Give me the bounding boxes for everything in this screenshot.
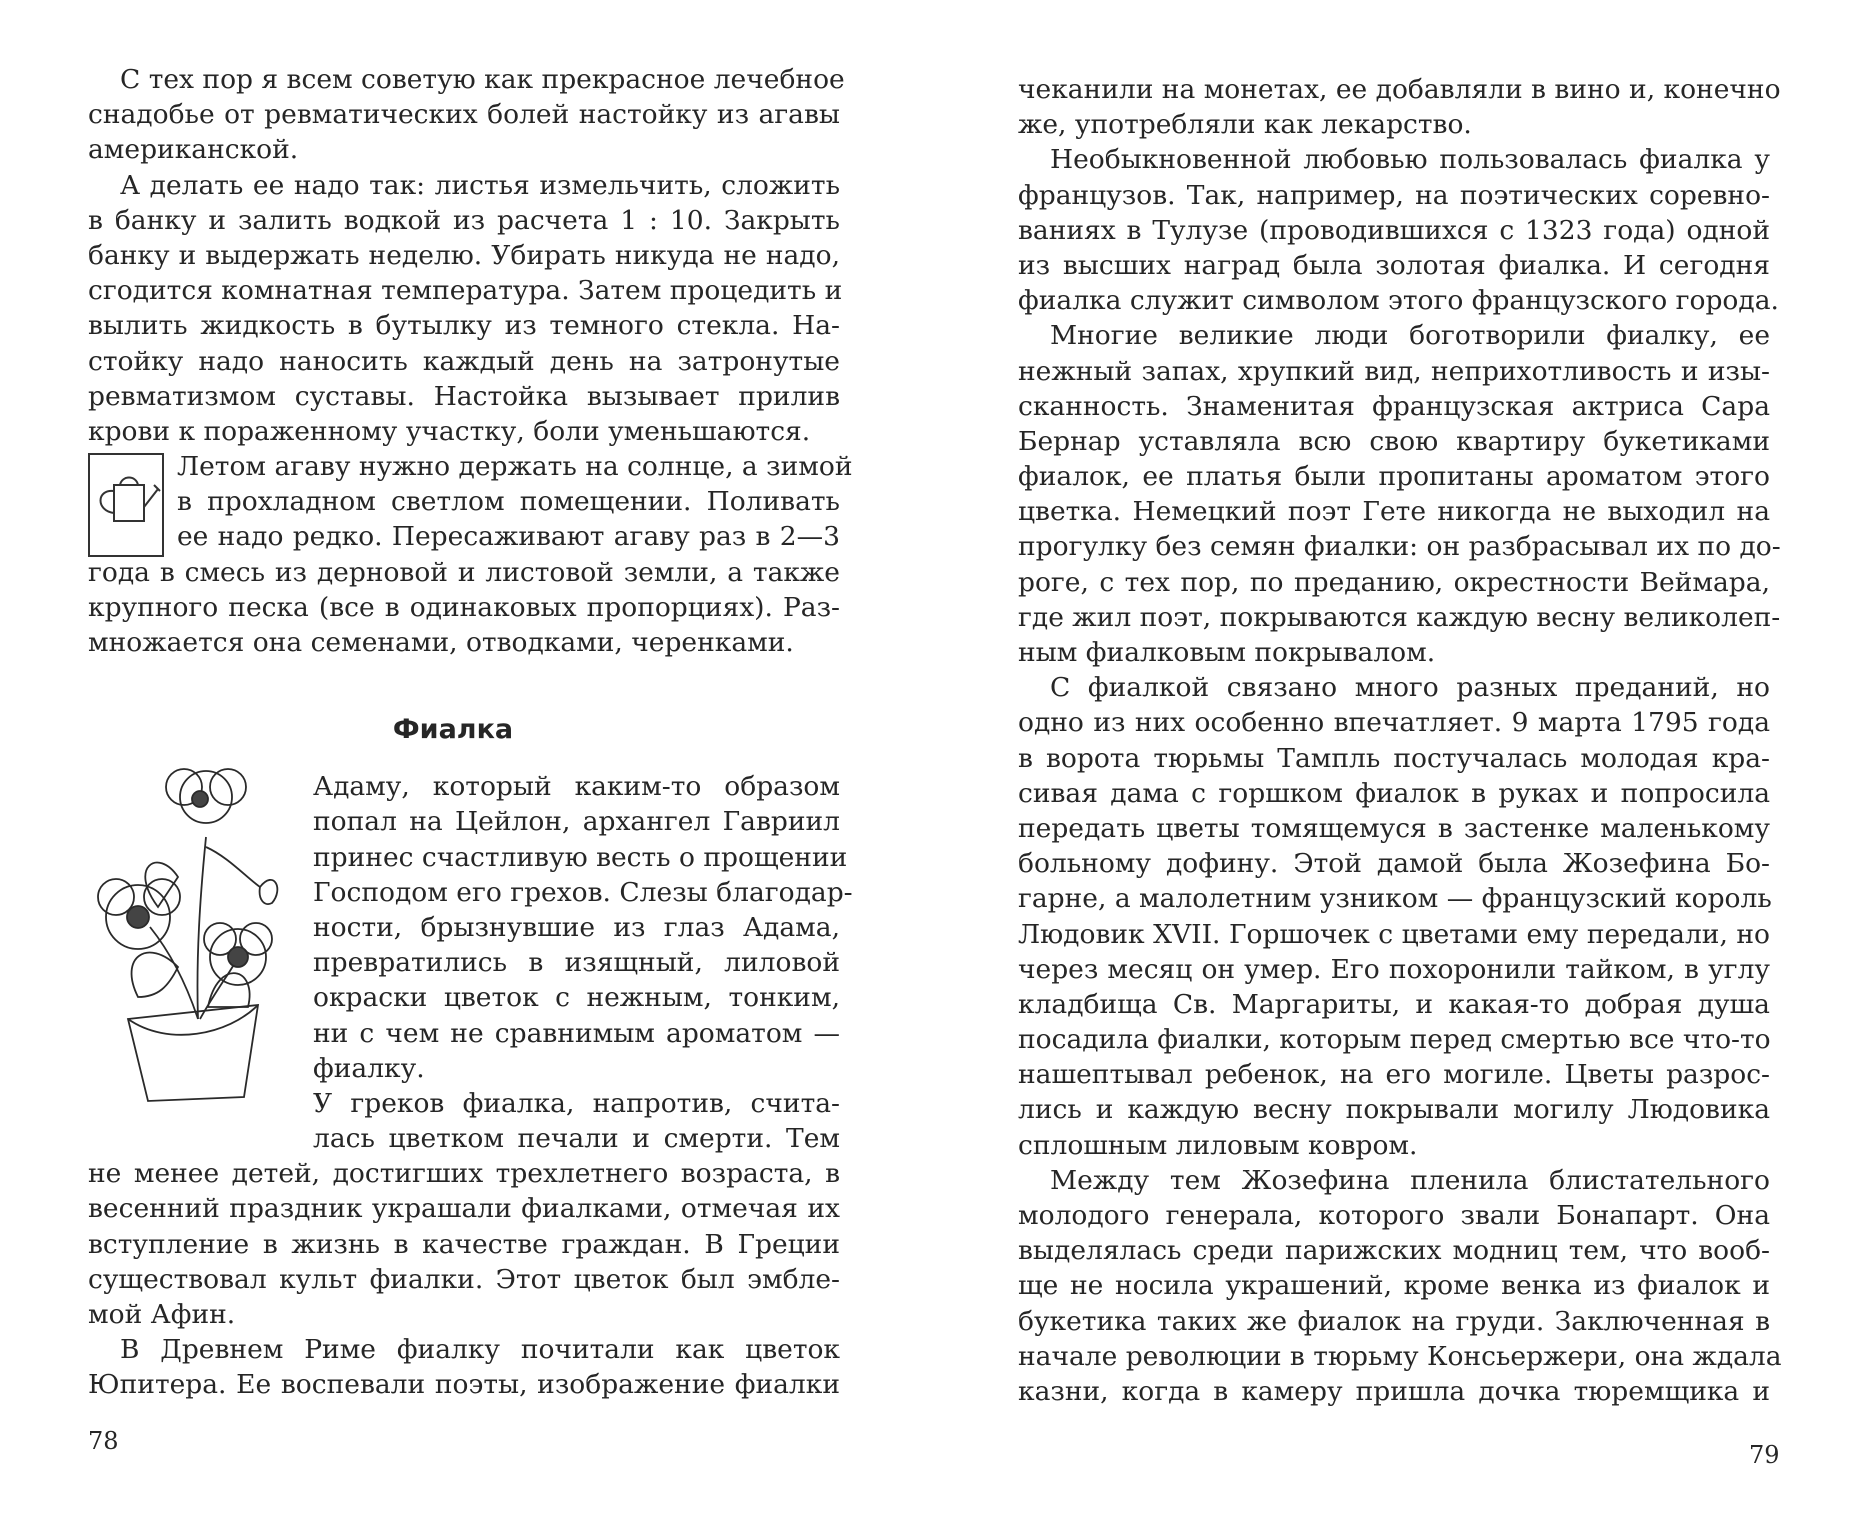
text-line: лись и каждую весну покрывали могилу Людовика (1018, 1094, 1770, 1126)
text-line: фиалка служит символом этого французского города. (1018, 285, 1779, 317)
paragraph-great-people (1018, 318, 1781, 670)
text-line: существовал культ фиалки. Этот цветок был эмбле- (88, 1263, 840, 1295)
text-line: Между тем Жозефина пленила блистательного (1050, 1164, 1770, 1196)
text-line: ным фиалковым покрывалом. (1018, 637, 1436, 668)
text-line: фиалку. (313, 1052, 425, 1084)
text-line: в прохладном светлом помещении. Поливать (177, 486, 840, 518)
text-line: чеканили на монетах, ее добавляли в вино и, конечно (1018, 74, 1781, 105)
text-line: через месяц он умер. Его похоронили тайком, в углу (1018, 953, 1770, 985)
text-line: в банку и залить водкой из расчета 1 : 10. Закрыть (88, 204, 840, 236)
paragraph-continuation (1018, 72, 1781, 142)
text-line: не менее детей, достигших трехлетнего возраста, в (88, 1158, 840, 1190)
watering-can-icon (88, 453, 164, 557)
text-line: одно из них особенно впечатляет. 9 марта 1795 года (1018, 707, 1770, 739)
text-line: сканность. Знаменитая французская актриса Сара (1018, 390, 1770, 422)
paragraph-legend (1018, 670, 1770, 1163)
text-line: вступление в жизнь в качестве граждан. В Греции (88, 1228, 840, 1260)
text-line: банку и выдержать неделю. Убирать никуда не надо, (88, 239, 840, 271)
text-line: из высших наград была золотая фиалка. И сегодня (1018, 249, 1770, 281)
text-line: принес счастливую весть о прощении (313, 841, 848, 873)
text-line: посадила фиалки, которым перед смертью все что-то (1018, 1024, 1771, 1056)
text-line: кладбища Св. Маргариты, и какая-то добрая душа (1018, 988, 1770, 1020)
paragraph-agave-intro (88, 62, 845, 168)
text-line: ревматизмом суставы. Настойка вызывает прилив (88, 380, 840, 412)
text-line: С фиалкой связано много разных преданий, но (1050, 672, 1770, 704)
page-number: 79 (1749, 1441, 1780, 1469)
right-page (929, 0, 1858, 1536)
text-line: казни, когда в камеру пришла дочка тюремщика и (1018, 1375, 1770, 1407)
text-line: У греков фиалка, напротив, счита- (313, 1087, 840, 1119)
text-line: сивая дама с горшком фиалок в руках и попросила (1018, 777, 1770, 809)
text-line: Юпитера. Ее воспевали поэты, изображение фиалки (88, 1369, 840, 1401)
paragraph-agave-recipe (88, 168, 843, 450)
section-heading: Фиалка (392, 714, 514, 746)
text-line: ности, брызнувшие из глаз Адама, (313, 911, 840, 943)
text-line: прогулку без семян фиалки: он разбрасывал их по до- (1018, 531, 1781, 563)
text-line: окраски цветок с нежным, тонким, (313, 982, 840, 1014)
paragraph-france (1018, 142, 1779, 318)
text-line: Необыкновенной любовью пользовалась фиалка у (1050, 144, 1770, 176)
text-line: А делать ее надо так: листья измельчить, сложить (120, 169, 840, 201)
text-line: Многие великие люди боготворили фиалку, ее (1050, 320, 1770, 352)
potted-violet-illustration (88, 757, 298, 1104)
text-line: нашептывал ребенок, на его могиле. Цветы разрос- (1018, 1059, 1770, 1091)
text-line: Летом агаву нужно держать на солнце, а зимой (177, 451, 853, 483)
text-line: Господом его грехов. Слезы благодар- (313, 876, 853, 908)
text-line: крови к пораженному участку, боли уменьшаются. (88, 415, 811, 447)
text-line: же, употребляли как лекарство. (1018, 109, 1472, 141)
text-line: крупного песка (все в одинаковых пропорциях). Раз- (88, 591, 840, 623)
text-line: С тех пор я всем советую как прекрасное лечебное (120, 64, 845, 95)
text-line: Людовик XVII. Горшочек с цветами ему передали, но (1018, 918, 1770, 950)
text-line: роге, с тех пор, по преданию, окрестности Веймара, (1018, 566, 1770, 598)
text-line: ее надо редко. Пересаживают агаву раз в 2—3 (177, 521, 840, 553)
paragraph-rome (88, 1332, 840, 1402)
text-line: где жил поэт, покрываются каждую весну великолеп- (1018, 601, 1781, 633)
text-line: больному дофину. Этой дамой была Жозефина Бо- (1018, 848, 1770, 880)
text-line: фиалок, ее платья были пропитаны ароматом этого (1018, 461, 1770, 493)
right-text-column (1018, 72, 1782, 1409)
text-line: американской. (88, 134, 299, 166)
text-line: передать цветы томящемуся в застенке маленькому (1018, 812, 1770, 844)
text-line: вылить жидкость в бутылку из темного стекла. На- (88, 310, 840, 342)
text-line: ваниях в Тулузе (проводившихся с 1323 года) одной (1018, 214, 1770, 246)
text-line: попал на Цейлон, архангел Гавриил (313, 806, 840, 838)
text-line: сплошным лиловым ковром. (1018, 1129, 1418, 1161)
text-line: в ворота тюрьмы Тампль постучалась молодая кра- (1018, 742, 1770, 774)
paragraph-josephine (1018, 1163, 1782, 1409)
left-text-column (88, 62, 853, 1403)
text-line: Бернар уставляла всю свою квартиру букетиками (1018, 425, 1770, 457)
text-line: превратились в изящный, лиловой (313, 947, 840, 979)
paragraph-violet-legend (88, 769, 853, 1332)
text-line: мой Афин. (88, 1299, 236, 1330)
text-line: ще не носила украшений, кроме венка из фиалок и (1018, 1270, 1770, 1302)
text-line: Адаму, который каким-то образом (313, 771, 840, 803)
page-number: 78 (88, 1427, 119, 1455)
text-line: молодого генерала, которого звали Бонапарт. Она (1018, 1200, 1770, 1231)
text-line: сгодится комнатная температура. Затем процедить и (88, 275, 843, 307)
text-line: выделялась среди парижских модниц тем, что вооб- (1018, 1235, 1770, 1267)
text-line: французов. Так, например, на поэтических соревно- (1018, 179, 1770, 211)
text-line: нежный запах, хрупкий вид, неприхотливость и изы- (1018, 355, 1770, 387)
text-line: цветка. Немецкий поэт Гете никогда не выходил на (1018, 496, 1770, 528)
text-line: стойку надо наносить каждый день на затронутые (88, 345, 840, 377)
paragraph-agave-care (88, 449, 853, 660)
text-line: весенний праздник украшали фиалками, отмечая их (88, 1193, 840, 1225)
text-line: года в смесь из дерновой и листовой земли, а также (88, 556, 840, 588)
text-line: лась цветком печали и смерти. Тем (313, 1123, 840, 1155)
text-line: начале революции в тюрьму Консьержери, она ждала (1018, 1340, 1782, 1372)
text-line: гарне, а малолетним узником — французский король (1018, 883, 1772, 915)
text-line: ни с чем не сравнимым ароматом — (313, 1017, 840, 1049)
text-line: множается она семенами, отводками, черенками. (88, 627, 794, 658)
text-line: снадобье от ревматических болей настойку из агавы (88, 99, 840, 131)
text-line: букетика таких же фиалок на груди. Заключенная в (1018, 1305, 1770, 1337)
text-line: В Древнем Риме фиалку почитали как цветок (120, 1334, 840, 1366)
